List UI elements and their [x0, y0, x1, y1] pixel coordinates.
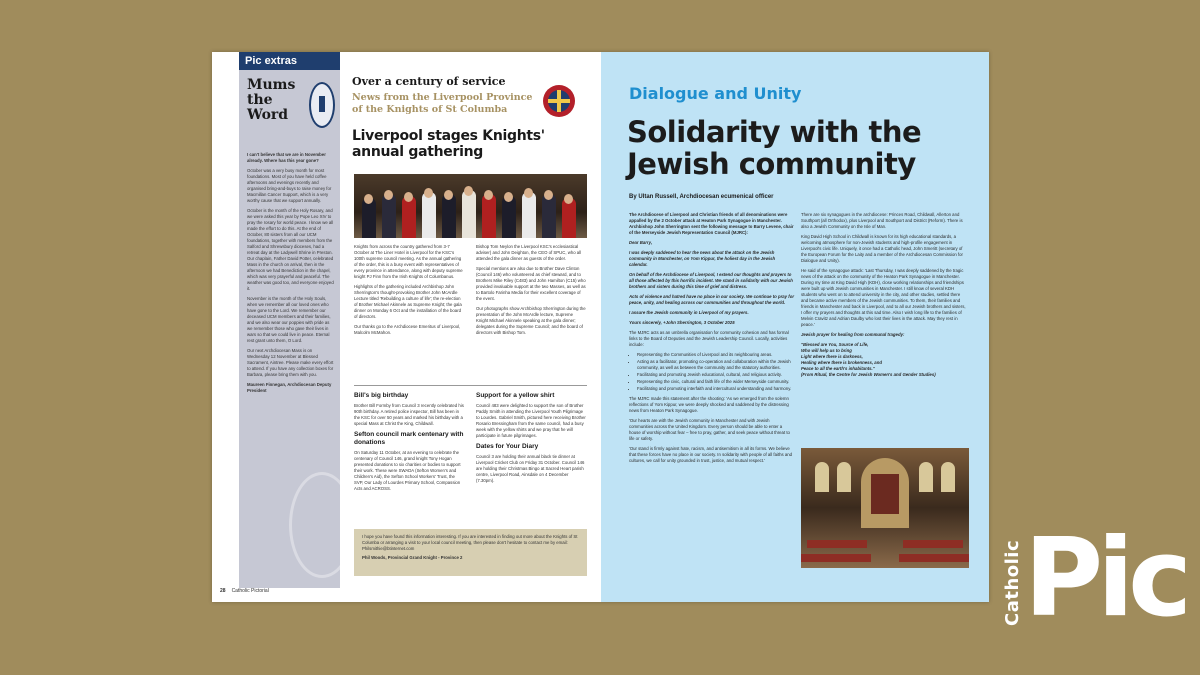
column-signature: Maureen Finnegan, Archdiocesan Deputy President: [247, 382, 332, 393]
article-headline: Solidarity with the Jewish community: [627, 115, 922, 181]
article-column-2: [801, 212, 966, 378]
right-page: [601, 52, 989, 602]
letter-paragraph: I assure the Jewish community in Liverpool of my prayers.: [629, 310, 749, 315]
article-paragraph: Our thanks go to the Archdiocese Emeritus of Liverpool, Malcolm McMahon.: [354, 324, 461, 335]
article-byline: By Ultan Russell, Archdiocesan ecumenical officer: [629, 194, 774, 200]
prayer-line: Healing where there is brokenness, and: [801, 360, 882, 365]
list-item: • Representing the civic, cultural and faith life of the wider Merseyside community.: [637, 379, 794, 385]
list-item: • Facilitating and promoting Jewish educational, cultural, and religious activity.: [637, 372, 794, 378]
column-body: [247, 152, 335, 398]
watermark-decoration: [289, 472, 355, 578]
article-paragraph: Special mentions are also due to Brother Dave Clinton (Council 146) who volunteered as chief steward, and to Brothers Mike Riley (C483) and John Hamilton (C15) who provided invaluable support at the two Masses, as well as to Bartolo Farinha Media for their excellent coverage of the event.: [476, 266, 586, 301]
prayer-line: Who will help us to bring: [801, 348, 852, 353]
list-item: • Facilitating and promoting interfaith and intercultural understanding and harmony.: [637, 386, 794, 392]
footer-text: I hope you have found this information interesting. If you are interested in finding out more about the Knights of St Columba or arranging a visit to your local council meeting, then please don't hesitate to contact me by email: Philsmithie@btinternet.com: [362, 534, 578, 551]
article-intro: The Archdiocese of Liverpool and Christian friends of all denominations were appalled by the 2 October attack at Heaton Park Synagogue in Manchester. Archbishop John Sherrington sent the following message to Barry Levene, chair of the Merseyside Jewish Representation Council (MJRC):: [629, 212, 794, 235]
article-footer-box: [354, 529, 587, 576]
prayer-line: "Blessed are You, Source of Life,: [801, 342, 869, 347]
brief-text: Council 3 are holding their annual black tie dinner at Liverpool Cricket Club on Friday 31 October. Council 146 are holding their Christmas Bingo at Sacred Heart parish centre, Liverpool Road, Ainsdale on 4 December (7.30pm).: [476, 454, 585, 483]
article-paragraph: Knights from across the country gathered from 3-7 October at The Liner Hotel in Liverpool for the KSC's 100th supreme council meeting. As the annual gathering of the order, this is a busy event with representatives of every province in attendance, along with deputy supreme knight PJ Finn from the Irish Knights of Columbanus.: [354, 244, 463, 279]
article-paragraph: The MJRC acts as an umbrella organisation for community cohesion and has formal links to the Board of Deputies and the Jewish Leadership Council. Locally, activities include:: [629, 330, 789, 347]
activities-list: [629, 352, 794, 392]
list-item: • Acting as a facilitator, promoting co-operation and collaboration within the Jewish community, as well as between the community and the statutory authorities.: [637, 359, 794, 371]
article-column-1: [354, 244, 464, 340]
letter-paragraph: I was deeply saddened to hear the news about the attack on the Jewish community in Manchester, on Yom Kippur, the holiest day in the Jewish calendar.: [629, 250, 776, 267]
knights-emblem-icon: [542, 84, 576, 118]
article-paragraph: 'Our hearts are with the Jewish community in Manchester and with Jewish communities across the United Kingdom. Every person should be able to enter a house of worship without fear – free to pray, gather, and seek peace without threat to life or safety.: [629, 418, 790, 441]
knights-article: [352, 52, 592, 602]
magazine-spread: [212, 52, 989, 602]
section-divider: [354, 385, 587, 386]
page-folio: [220, 588, 269, 594]
footer-signature: Phil Woods, Provincial Grand Knight - Province 2: [362, 555, 463, 560]
column-paragraph: October is the month of the Holy Rosary, and we were asked this year by Pope Leo XIV to pray the rosary for world peace. I know we all made the effort to do this. At the end of October, 80 sisters from all our UCM foundations, together with members from the Salford and Shrewsbury dioceses, had a retreat day at the Ladywell Shrine in Preston. Our chaplain, Father David Potter, celebrated Mass in the church on arrival, then in the afternoon we had Benediction in the chapel, which was very prayerful and peaceful. The weather was good too, and everyone enjoyed it.: [247, 208, 334, 291]
article-paragraph: There are six synagogues in the archdiocese: Princes Road, Childwall, Allerton and Southport (all Orthodox), plus Liverpool and Southport and District (Reform). There is also a Jewish Community on the Isle of Man.: [801, 212, 963, 229]
brief-text: On Saturday 11 October, at an evening to celebrate the centenary of Council 146, grand knight Tony Hogan presented donations to six charities or bodies to support their work. These were SWADA (Sefton Women's and Children's Aid), the Sefton School Workers' Trust, the SVP, Our Lady of Lourdes Primary School, Compassion Acts and ACROSS.: [354, 450, 461, 491]
brief-heading: Support for a yellow shirt: [476, 392, 555, 399]
news-briefs-column-1: [354, 392, 464, 496]
prayer-intro: Jewish prayer for healing from communal tragedy:: [801, 332, 905, 337]
letter-paragraph: On behalf of the Archdiocese of Liverpool, I extend our thoughts and prayers to all those affected by this horrific incident. We stand in solidarity with our Jewish brothers and sisters during this time of grief and distress.: [629, 272, 793, 289]
prayer-line: (From Ritual, the Centre for Jewish Women's and Gender Studies): [801, 372, 936, 377]
column-title: Mums the Word: [247, 77, 296, 123]
letter-paragraph: Acts of violence and hatred have no place in our society. We continue to pray for peace, unity, and healing across our communities and throughout the world.: [629, 294, 794, 305]
ucm-emblem-icon: [309, 82, 335, 128]
article-paragraph: The MJRC made this statement after the shooting: 'As we emerged from the solemn reflections of Yom Kippur, we were deeply shocked and saddened by the distressing news from Heaton Park Synagogue.: [629, 396, 789, 413]
news-briefs-column-2: [476, 392, 586, 488]
brief-text: Brother Bill Formby from Council 3 recently celebrated his 90th birthday. A retired police inspector, Bill has been in the KSC for over 50 years and marked his birthday with a special Mass at Christ the King, Childwall.: [354, 403, 464, 426]
column-paragraph: October was a very busy month for most foundations. Most of you have held coffee afternoons and evenings recently and organised bring-and-buys to raise money for Macmillan Cancer Support, which is a very worthy cause that we support annually.: [247, 168, 332, 203]
prayer-line: Light where there is darkness,: [801, 354, 863, 359]
brief-heading: Sefton council mark centenary with donations: [354, 431, 464, 446]
article-column-1: [629, 212, 794, 468]
column-paragraph: November is the month of the Holy Souls, when we remember all our loved ones who have gone to the Lord. We remember our deceased UCM members and their families, and we also wear our poppies with pride as we remember those who gave their lives in wars so that we could live in peace. Eternal rest grant unto them, O Lord.: [247, 296, 331, 343]
prayer-line: Peace to all the earth's inhabitants.": [801, 366, 875, 371]
brief-heading: Bill's big birthday: [354, 392, 409, 399]
logo-word-pic: Pic: [1024, 516, 1187, 641]
list-item: • Representing the Communities of Liverpool and its neighbouring areas.: [637, 352, 794, 358]
knights-group-photo: [354, 174, 587, 238]
article-paragraph: 'Our stand is firmly against hate, racism, and antisemitism in all its forms. We believe that these forces have no place in our society. In solidarity with people of all faiths and cultures, we call for unity grounded in trust, justice, and mutual respect.': [629, 446, 793, 463]
column-paragraph: I can't believe that we are in November already. Where has this year gone?: [247, 152, 326, 163]
letter-salutation: Dear Barry,: [629, 240, 653, 245]
article-headline: Liverpool stages Knights' annual gathering: [352, 128, 545, 160]
section-label: Pic extras: [239, 52, 340, 70]
letter-signoff: Yours sincerely, +John Sherrington, 3 October 2025: [629, 320, 735, 325]
article-paragraph: Our photographs show Archbishop Sherrington during the presentation of the John McArdle lecture, Supreme Knight Michael Akinnele speaking at the gala dinner; delegates during the Supreme Council; and the board of directors with Bishop Tom.: [476, 306, 586, 335]
section-tag: Dialogue and Unity: [629, 84, 802, 103]
article-paragraph: He said of the synagogue attack: 'Last Thursday, I was deeply saddened by the tragic news of the attack on the community of the Heaton Park Synagogue in Manchester. During my time at King David High (KDH), close working relationships and friendships were built up with Jewish communities in Manchester. I still know of several KDH students who went on to attend university in the city, and other studies, settled there and became active members of the Jewish communities. To them, their families and friends in Manchester and back in Liverpool, and to all our Jewish brothers and sisters, I offer my prayers and thoughts at this sad time. Also I wish long life to the families of Melvin Cravitz and Adrian Daulby who lost their lives in the attack. May they rest in peace.': [801, 268, 966, 327]
catholic-pic-logo: [1002, 516, 1187, 641]
page-number: 28: [220, 588, 226, 594]
brief-text: Council 483 were delighted to support the son of Brother Paddy Smith in attending the Liverpool Youth Pilgrimage to Lourdes. Gabriel Smith, pictured here receiving Brother Rosario Bressingham from the same council, had a busy week with the yellow shirts and we pray that he will participate in future pilgrimages.: [476, 403, 586, 438]
prayer-text: [801, 342, 966, 378]
article-paragraph: King David High School in Childwall is known for its high educational standards, a welcoming atmosphere for non-Jewish students and high-profile engagement in Liverpool's civic life. Uniquely, it once had a Catholic head, John Smeritt (secretary of the European Forum for the Laity and a member of the Archdiocesan Commission for Dialogue and Unity).: [801, 234, 963, 263]
mums-the-word-column: [239, 52, 340, 588]
article-kicker: Over a century of service: [352, 75, 506, 88]
logo-word-catholic: Catholic: [1002, 539, 1023, 626]
column-paragraph: Our next Archdiocesan Mass is on Wednesday 12 November at Blessed Sacrament, Aintree. Please make every effort to attend. If you have any collection boxes for Barbara, please bring them with you.: [247, 348, 334, 377]
article-column-2: [476, 244, 586, 340]
brief-heading: Dates for Your Diary: [476, 443, 539, 450]
publication-name: Catholic Pictorial: [231, 588, 269, 594]
article-paragraph: Highlights of the gathering included Archbishop John Sherrington's thought-provoking Brother John McArdle Lecture titled 'Rebuilding a culture of life'; the re-election of Brother Michael Akinnele as Supreme Knight; the gala dinner on Monday 6 Oct and the installation of the board of directors.: [354, 284, 462, 319]
left-page: [212, 52, 601, 602]
article-standfirst: News from the Liverpool Province of the Knights of St Columba: [352, 92, 533, 115]
synagogue-interior-photo: [801, 448, 969, 568]
article-paragraph: Bishop Tom Neylon the Liverpool KSC's ecclesiastical adviser) and John Deighton, the CEO of SPUC, who all attended the gala dinner as guests of the order.: [476, 244, 582, 261]
